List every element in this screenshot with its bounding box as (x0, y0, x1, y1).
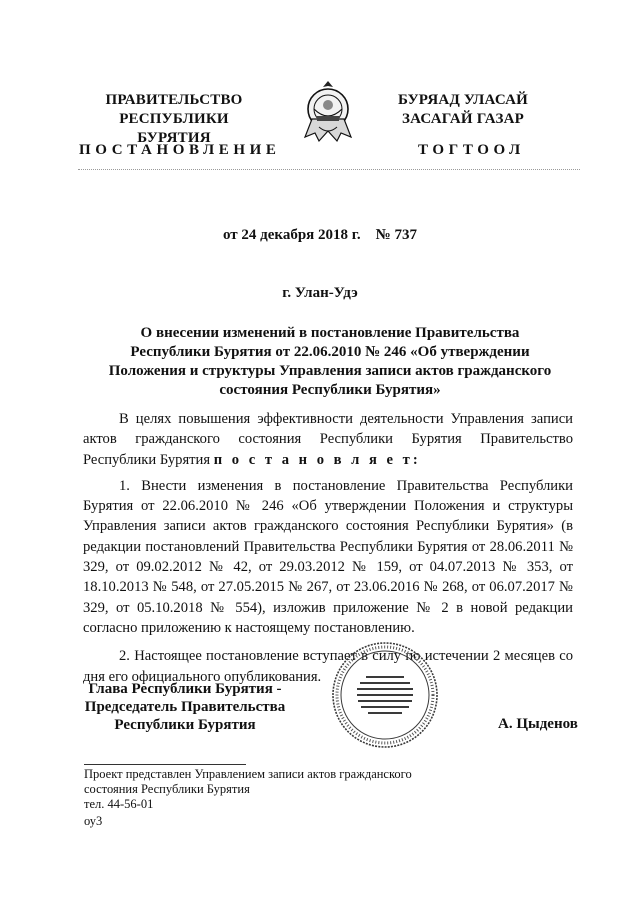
doc-type-bur: ТОГТООЛ (418, 142, 525, 158)
title-line3: Положения и структуры Управления записи актов гражданского (108, 363, 552, 379)
header-right-org (378, 91, 548, 129)
signature-line1: Глава Республики Бурятия - (88, 681, 282, 697)
date-number: от 24 декабря 2018 г. № 737 (223, 227, 417, 243)
footer-rule (84, 764, 246, 765)
doc-type-ru: ПОСТАНОВЛЕНИЕ (79, 142, 281, 158)
city: г. Улан-Удэ (282, 285, 358, 301)
official-stamp (330, 640, 440, 750)
signatory-name: А. Цыденов (498, 716, 578, 732)
header-right-line1: БУРЯАД УЛАСАЙ (397, 92, 529, 108)
footer-line3: тел. 44-56-01 (84, 797, 154, 811)
header-rule (78, 169, 580, 170)
item-2: 2. Настоящее постановление вступает в силу по истечении 2 месяцев со дня его официального опубликования. (83, 648, 573, 685)
header-left-line2: РЕСПУБЛИКИ БУРЯТИЯ (119, 111, 229, 146)
header-right-line2: ЗАСАГАЙ ГАЗАР (402, 111, 524, 127)
footer-line1: Проект представлен Управлением записи актов гражданского (84, 767, 412, 781)
title-line2: Республики Бурятия от 22.06.2010 № 246 «Об утверждении (130, 344, 530, 360)
header-left-line1: ПРАВИТЕЛЬСТВО (105, 92, 243, 108)
coat-of-arms (297, 79, 359, 149)
intro-text: В целях повышения эффективности деятельности Управления записи актов гражданского состояния Республики Бурятия Правительство Республики Бурятия (83, 411, 573, 468)
intro-action: п о с т а н о в л я е т: (213, 451, 421, 468)
footer-note (84, 767, 504, 812)
item-1: 1. Внести изменения в постановление Правительства Республики Бурятия от 22.06.2010 № 246 «Об утверждении Положения и структуры Управления записи актов гражданского состояния Республики Бурятия» (в редакции постановлений Правительства Республики Бурятия от 28.06.2011 № 329, от 09.02.2012 № 42, от 29.03.2012 № 159, от 04.07.2013 № 353, от 18.10.2013 № 548, от 27.05.2015 № 267, от 23.06.2016 № 268, от 06.07.2017 № 329, от 05.10.2018 № 554), изложив приложение № 2 в новой редакции согласно приложению к настоящему постановлению. (83, 477, 573, 636)
body-text (83, 409, 573, 687)
header-left-org (84, 91, 264, 148)
footer-code: оу3 (84, 814, 103, 828)
document-title (80, 324, 580, 400)
intro-paragraph (83, 409, 573, 470)
title-line1: О внесении изменений в постановление Правительства (140, 325, 520, 341)
signature-line2: Председатель Правительства (84, 699, 286, 715)
footer-line2: состояния Республики Бурятия (84, 782, 250, 796)
signature-line3: Республики Бурятия (114, 717, 256, 733)
title-line4: состояния Республики Бурятия» (219, 382, 441, 398)
signature-position (80, 680, 290, 734)
